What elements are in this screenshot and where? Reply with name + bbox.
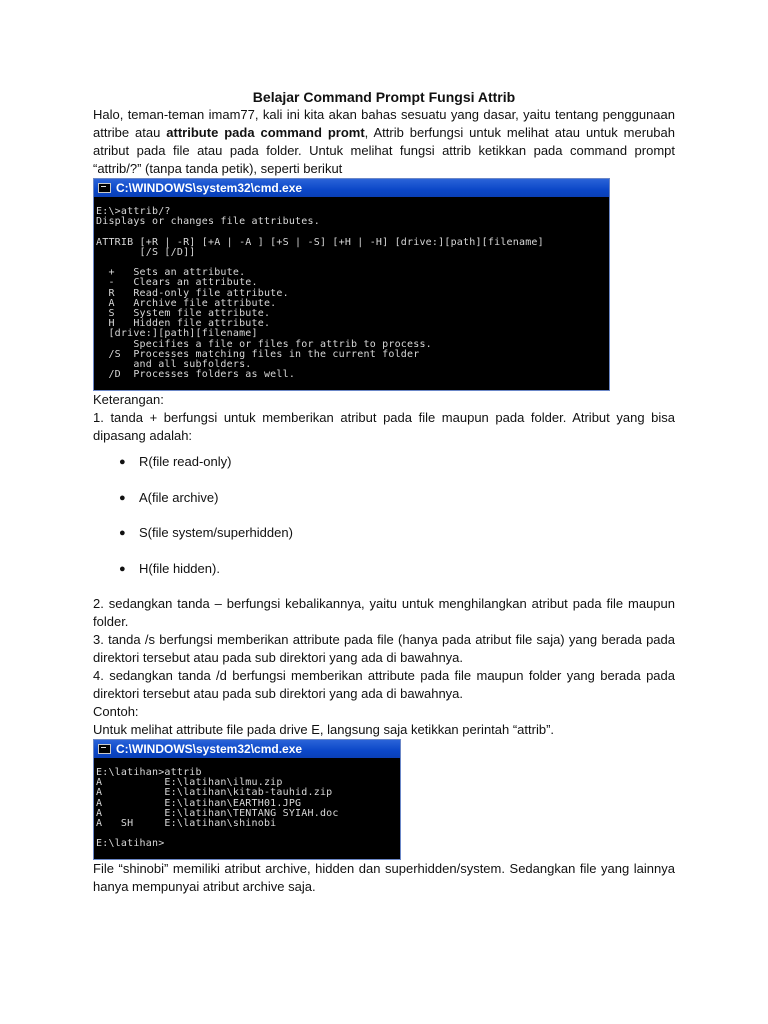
console-line: + Sets an attribute. — [96, 267, 246, 279]
console-line: - Clears an attribute. — [96, 277, 258, 289]
list-item — [119, 524, 675, 542]
list-item — [119, 453, 675, 471]
cmd-titlebar — [94, 740, 400, 758]
page-title: Belajar Command Prompt Fungsi Attrib — [252, 89, 516, 105]
list-item — [119, 489, 675, 507]
list-item-text: R(file read-only) — [139, 454, 232, 469]
cmd-output — [94, 758, 400, 850]
point-3: 3. tanda /s berfungsi memberikan attribute pada file (hanya pada atribut file saja) yang berada pada direktori tersebut atau pada sub direktori yang ada di bawahnya. — [93, 632, 675, 665]
console-icon — [98, 183, 111, 193]
point-1: 1. tanda + berfungsi untuk memberikan atribut pada file maupun pada folder. Atribut yang bisa dipasang adalah: — [93, 410, 675, 443]
console-line: A E:\latihan\ilmu.zip — [96, 777, 283, 789]
console-line: A Archive file attribute. — [96, 297, 277, 309]
console-line: A SH E:\latihan\shinobi — [96, 818, 277, 830]
console-line: ATTRIB [+R | -R] [+A | -A ] [+S | -S] [+H | -H] [drive:][path][filename] — [96, 236, 544, 248]
console-line: /S Processes matching files in the current folder — [96, 348, 420, 360]
cmd-window-attrib — [93, 739, 401, 860]
point-2: 2. sedangkan tanda – berfungsi kebalikannya, yaitu untuk menghilangkan atribut pada file maupun folder. — [93, 596, 675, 629]
attribute-list — [93, 453, 675, 578]
closing-paragraph: File “shinobi” memiliki atribut archive, hidden dan superhidden/system. Sedangkan file yang lainnya hanya mempunyai atribut archive saja. — [93, 861, 675, 894]
bullet-icon: ● — [119, 527, 126, 539]
document-page — [93, 88, 675, 896]
console-line: R Read-only file attribute. — [96, 287, 289, 299]
console-line: and all subfolders. — [96, 359, 252, 371]
list-item-text: A(file archive) — [139, 489, 219, 505]
intro-text-1: Halo, teman-teman imam77, kali ini kita akan bahas sesuatu yang dasar, yaitu tentang penggunaan attribe atau — [93, 107, 675, 140]
cmd-title-text: C:\WINDOWS\system32\cmd.exe — [116, 742, 303, 756]
intro-bold-text: attribute pada command promt — [166, 125, 365, 140]
contoh-label: Contoh: — [93, 704, 139, 719]
cmd-titlebar — [94, 179, 609, 197]
keterangan-label: Keterangan: — [93, 392, 164, 407]
point-4: 4. sedangkan tanda /d berfungsi memberikan attribute pada file maupun folder yang berada pada direktori tersebut atau pada sub direktori yang ada di bawahnya. — [93, 668, 675, 701]
list-item-text: H(file hidden). — [139, 560, 220, 576]
list-item-text: S(file system/superhidden) — [139, 525, 293, 540]
intro-paragraph — [93, 106, 675, 178]
console-line: [/S [/D]] — [96, 246, 196, 258]
console-line: /D Processes folders as well. — [96, 369, 296, 381]
bullet-icon: ● — [119, 562, 126, 575]
console-line: E:\>attrib/? — [96, 206, 171, 217]
console-line: A E:\latihan\kitab-tauhid.zip — [96, 787, 333, 799]
console-line: [drive:][path][filename] — [96, 328, 258, 340]
list-item — [119, 560, 675, 578]
console-line: A E:\latihan\TENTANG SYIAH.doc — [96, 807, 339, 819]
cmd-title-text: C:\WINDOWS\system32\cmd.exe — [116, 181, 303, 195]
cmd-output — [94, 197, 609, 380]
console-line: A E:\latihan\EARTH01.JPG — [96, 797, 302, 809]
console-icon — [98, 744, 111, 754]
console-line: Displays or changes file attributes. — [96, 216, 320, 228]
console-line: E:\latihan> — [96, 838, 165, 850]
console-line: Specifies a file or files for attrib to process. — [96, 338, 432, 350]
cmd-window-help — [93, 178, 610, 391]
bullet-icon: ● — [119, 456, 126, 468]
intro-text-2: , Attrib berfungsi untuk melihat atau untuk merubah atribut pada file atau pada folder. Untuk melihat fungsi attrib ketikkan pada command prompt “attrib/?” (tanpa tanda petik), seperti berikut — [93, 125, 675, 176]
bullet-icon: ● — [119, 491, 126, 504]
console-line: E:\latihan>attrib — [96, 767, 202, 778]
console-line: H Hidden file attribute. — [96, 318, 271, 330]
contoh-text: Untuk melihat attribute file pada drive E, langsung saja ketikkan perintah “attrib”. — [93, 722, 555, 737]
console-line: S System file attribute. — [96, 308, 271, 320]
